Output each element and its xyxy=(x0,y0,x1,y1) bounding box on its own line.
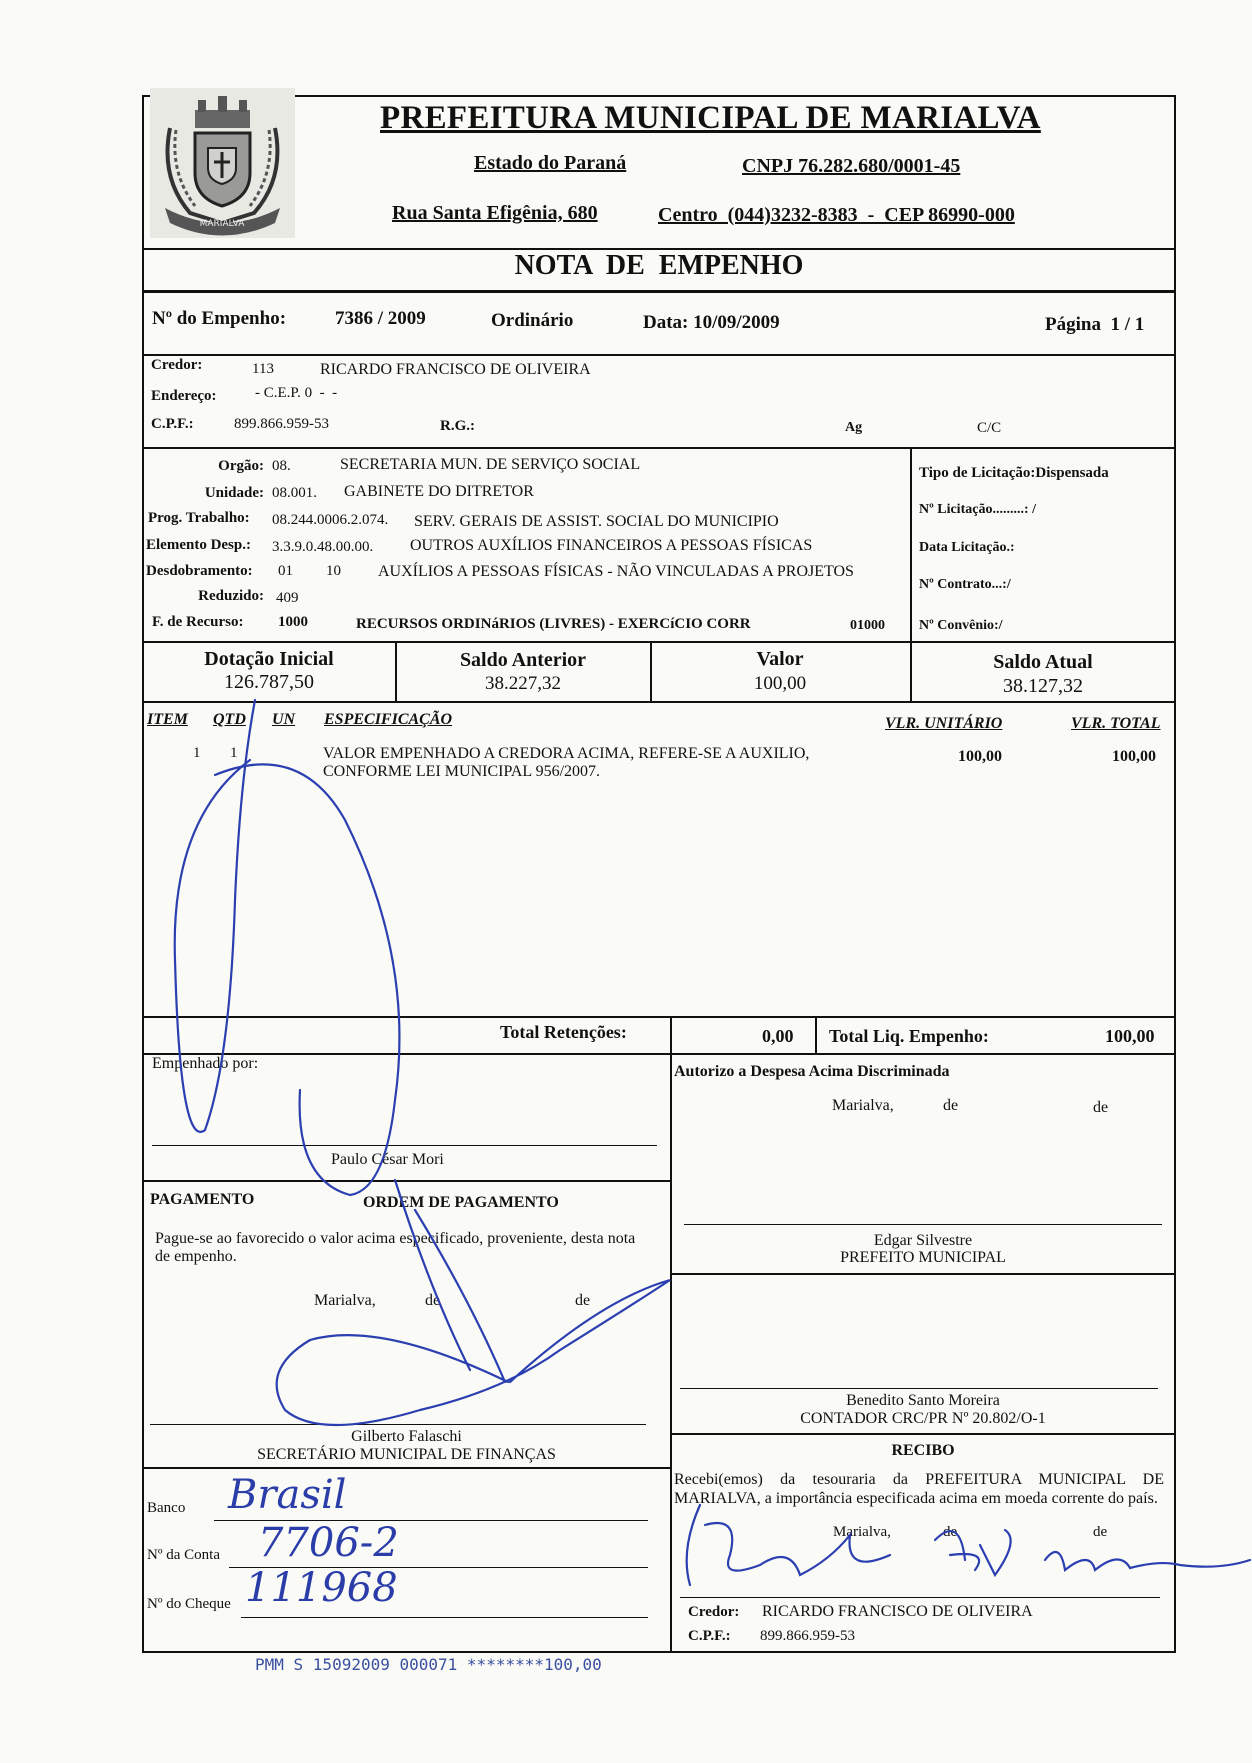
autorizo-signer-name: Edgar Silvestre xyxy=(873,1232,973,1249)
recibo-credor-name: RICARDO FRANCISCO DE OLIVEIRA xyxy=(762,1603,1033,1620)
banco-value: Brasil xyxy=(228,1472,347,1518)
ordem-pagamento-label: ORDEM DE PAGAMENTO xyxy=(363,1194,559,1211)
cpf-label: C.P.F.: xyxy=(151,416,194,432)
recibo-cpf-value: 899.866.959-53 xyxy=(760,1628,855,1644)
empenho-number: 7386 / 2009 xyxy=(335,308,426,329)
banco-label: Banco xyxy=(147,1500,186,1516)
fonte-desc: RECURSOS ORDINáRIOS (LIVRES) - EXERCíCIO CORR xyxy=(356,616,751,632)
empenho-type: Ordinário xyxy=(491,310,574,331)
dotacao-value: 126.787,50 xyxy=(224,671,314,693)
data-licitacao: Data Licitação.: xyxy=(919,540,1015,555)
fonte-code: 1000 xyxy=(278,614,308,630)
elemento-label: Elemento Desp.: xyxy=(146,537,251,553)
col-item: ITEM xyxy=(147,711,188,728)
numero-convenio: Nº Convênio:/ xyxy=(919,618,1003,633)
saldo-atual-label: Saldo Atual xyxy=(993,651,1093,673)
empenho-date: Data: 10/09/2009 xyxy=(643,312,780,333)
recibo-credor-label: Credor: xyxy=(688,1604,740,1620)
item-vlr-total: 100,00 xyxy=(1112,748,1156,765)
ag-label: Ag xyxy=(845,420,863,435)
numero-contrato: Nº Contrato...:/ xyxy=(919,577,1011,592)
pagamento-label: PAGAMENTO xyxy=(150,1191,255,1208)
saldo-anterior-value: 38.227,32 xyxy=(485,673,561,694)
recibo-place: Marialva, xyxy=(833,1524,891,1540)
liq-empenho-label: Total Liq. Empenho: xyxy=(829,1026,989,1046)
empenhado-label: Empenhado por: xyxy=(152,1055,259,1072)
saldo-anterior-label: Saldo Anterior xyxy=(459,649,587,671)
conta-label: Nº da Conta xyxy=(147,1547,220,1563)
dotacao-label: Dotação Inicial xyxy=(204,648,334,670)
endereco-label: Endereço: xyxy=(151,388,217,404)
autorizo-label: Autorizo a Despesa Acima Discriminada xyxy=(674,1063,950,1080)
cc-label: C/C xyxy=(977,420,1002,436)
item-espec-line2: CONFORME LEI MUNICIPAL 956/2007. xyxy=(323,763,601,780)
orgao-code: 08. xyxy=(272,458,291,474)
saldo-atual-value: 38.127,32 xyxy=(1003,675,1083,697)
cnpj-label: CNPJ 76.282.680/0001-45 xyxy=(742,155,961,177)
unidade-desc: GABINETE DO DITRETOR xyxy=(344,483,534,500)
recibo-title: RECIBO xyxy=(891,1442,955,1459)
col-especificacao: ESPECIFICAÇÃO xyxy=(324,711,453,728)
desdobramento-code1: 01 xyxy=(278,563,293,579)
recibo-de2: de xyxy=(1093,1524,1108,1540)
item-number: 1 xyxy=(193,745,201,761)
desdobramento-code2: 10 xyxy=(326,563,341,579)
rg-label: R.G.: xyxy=(440,418,475,434)
pagamento-de1: de xyxy=(425,1292,441,1309)
retencoes-label: Total Retenções: xyxy=(500,1022,627,1042)
col-qtd: QTD xyxy=(213,711,246,728)
pagamento-de2: de xyxy=(575,1292,591,1309)
unidade-code: 08.001. xyxy=(272,485,317,501)
svg-text:MARIALVA: MARIALVA xyxy=(199,219,245,229)
col-un: UN xyxy=(272,711,296,728)
page-number: Página 1 / 1 xyxy=(1045,314,1145,335)
fonte-label: F. de Recurso: xyxy=(152,614,244,630)
pagamento-place: Marialva, xyxy=(314,1292,376,1309)
empenho-number-label: Nº do Empenho: xyxy=(152,308,287,329)
prog-desc: SERV. GERAIS DE ASSIST. SOCIAL DO MUNICIPIO xyxy=(414,513,779,530)
fonte-num: 01000 xyxy=(850,618,885,633)
document-title: NOTA DE EMPENHO xyxy=(514,250,804,281)
credor-name: RICARDO FRANCISCO DE OLIVEIRA xyxy=(320,361,591,378)
item-espec-line1: VALOR EMPENHADO A CREDORA ACIMA, REFERE-SE A AUXILIO, xyxy=(323,745,810,762)
cheque-value: 111968 xyxy=(245,1565,398,1611)
elemento-code: 3.3.9.0.48.00.00. xyxy=(272,539,374,555)
autorizo-de2: de xyxy=(1093,1099,1109,1116)
unidade-label: Unidade: xyxy=(204,485,264,501)
endereco-value: - C.E.P. 0 - - xyxy=(255,385,338,401)
tipo-licitacao: Tipo de Licitação:Dispensada xyxy=(919,465,1109,481)
empenhado-signer: Paulo César Mori xyxy=(331,1151,444,1168)
item-qtd: 1 xyxy=(230,745,238,761)
numero-licitacao: Nº Licitação.........: / xyxy=(919,502,1036,517)
col-vlr-total: VLR. TOTAL xyxy=(1071,715,1161,732)
payment-stamp: PMM S 15092009 000071 ********100,00 xyxy=(255,1655,602,1674)
autorizo-place: Marialva, xyxy=(832,1097,894,1114)
item-vlr-unitario: 100,00 xyxy=(958,748,1002,765)
contador-name: Benedito Santo Moreira xyxy=(846,1392,1000,1409)
desdobramento-desc: AUXÍLIOS A PESSOAS FÍSICAS - NÃO VINCULADAS A PROJETOS xyxy=(378,563,854,580)
retencoes-value: 0,00 xyxy=(762,1026,794,1046)
state-label: Estado do Paraná xyxy=(474,152,627,174)
recibo-cpf-label: C.P.F.: xyxy=(688,1628,731,1644)
prog-label: Prog. Trabalho: xyxy=(148,510,250,526)
autorizo-signer-role: PREFEITO MUNICIPAL xyxy=(840,1249,1006,1266)
coat-of-arms-logo xyxy=(150,88,295,238)
recibo-de1: de xyxy=(943,1524,958,1540)
credor-code: 113 xyxy=(252,361,274,377)
reduzido-code: 409 xyxy=(276,590,299,606)
reduzido-label: Reduzido: xyxy=(198,588,264,604)
contador-role: CONTADOR CRC/PR Nº 20.802/O-1 xyxy=(800,1410,1046,1427)
conta-value: 7706-2 xyxy=(258,1520,399,1566)
orgao-label: Orgão: xyxy=(218,458,264,474)
prog-code: 08.244.0006.2.074. xyxy=(272,512,389,528)
desdobramento-label: Desdobramento: xyxy=(146,563,253,579)
valor-label: Valor xyxy=(756,648,804,670)
pagamento-signer-role: SECRETÁRIO MUNICIPAL DE FINANÇAS xyxy=(257,1446,556,1463)
cpf-value: 899.866.959-53 xyxy=(234,416,329,432)
cheque-label: Nº do Cheque xyxy=(147,1596,231,1612)
orgao-desc: SECRETARIA MUN. DE SERVIÇO SOCIAL xyxy=(340,456,641,473)
credor-label: Credor: xyxy=(151,357,203,373)
valor-value: 100,00 xyxy=(753,673,807,694)
elemento-desc: OUTROS AUXÍLIOS FINANCEIROS A PESSOAS FÍSICAS xyxy=(410,537,813,554)
autorizo-de1: de xyxy=(943,1097,959,1114)
contact-label: Centro (044)3232-8383 - CEP 86990-000 xyxy=(658,204,1015,226)
recibo-text: Recebi(emos) da tesouraria da PREFEITURA MUNICIPAL DE MARIALVA, a importância especificada acima em moeda corrente do país. xyxy=(674,1471,1164,1507)
pagamento-signer-name: Gilberto Falaschi xyxy=(351,1428,462,1445)
liq-empenho-value: 100,00 xyxy=(1105,1026,1155,1046)
pagamento-text: Pague-se ao favorecido o valor acima especificado, proveniente, desta nota de empenho. xyxy=(155,1230,636,1265)
address-label: Rua Santa Efigênia, 680 xyxy=(392,202,598,224)
col-vlr-unitario: VLR. UNITÁRIO xyxy=(885,715,1003,732)
institution-title: PREFEITURA MUNICIPAL DE MARIALVA xyxy=(380,100,1041,136)
